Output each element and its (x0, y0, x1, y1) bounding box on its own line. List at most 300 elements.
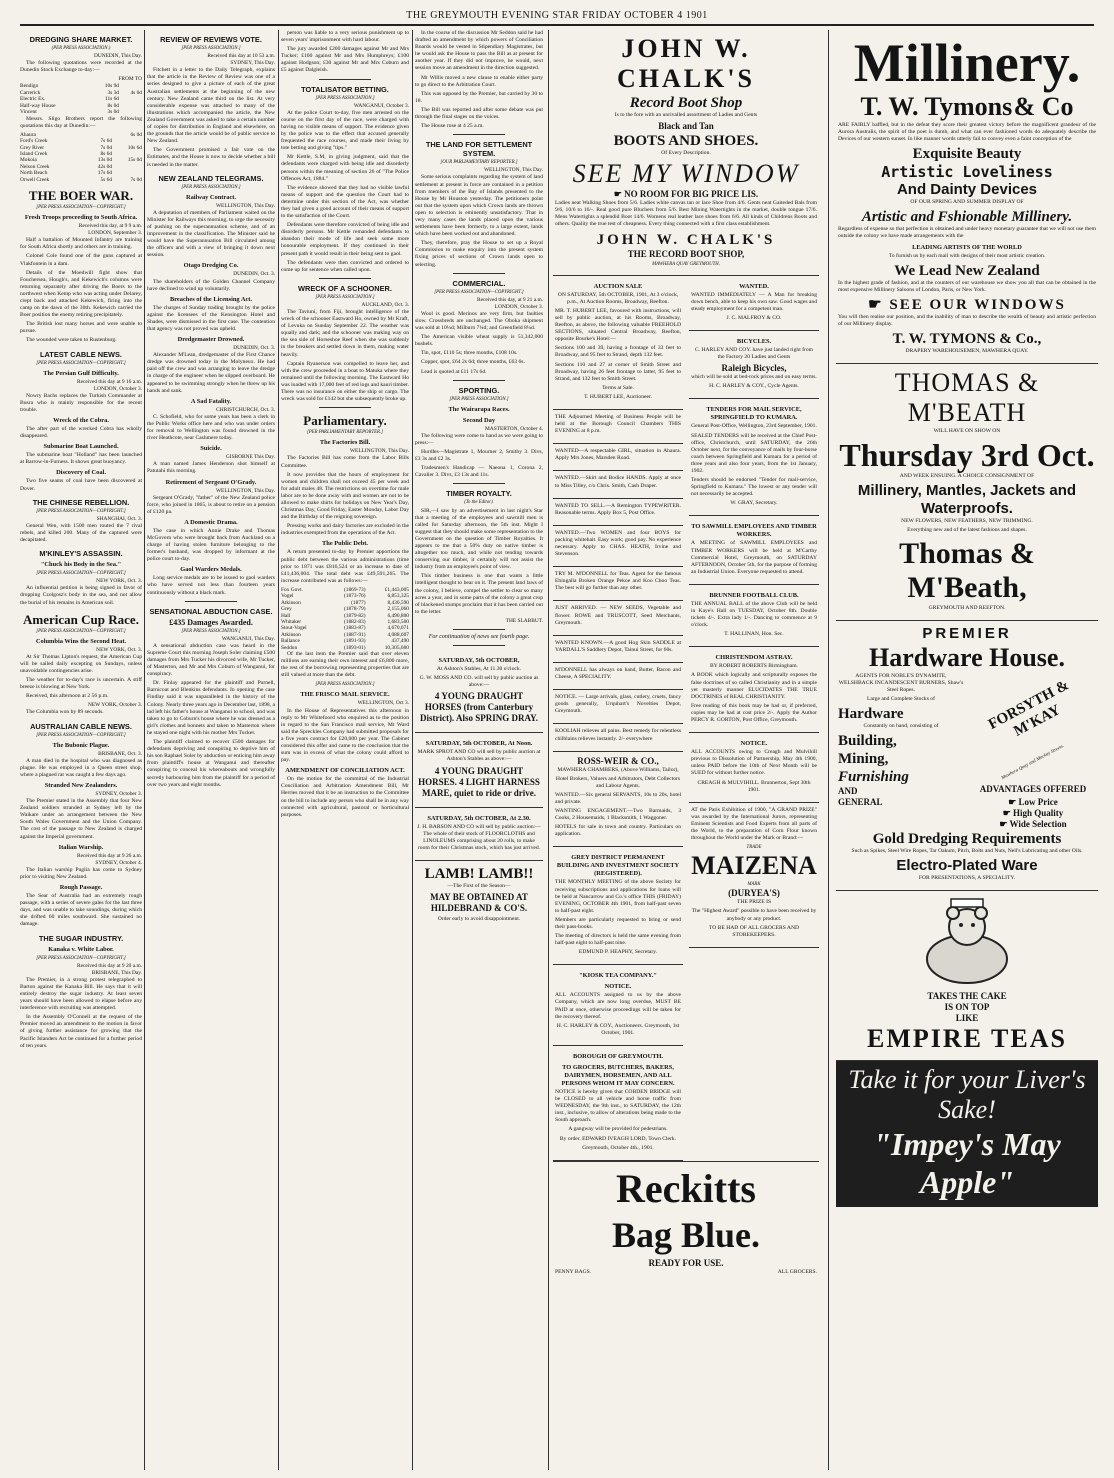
paragraph: WILL HAVE ON SHOW ON (933, 428, 1001, 435)
mark-label: MARK (747, 882, 761, 888)
paragraph: ARE FAIRLY baffled, but in the defeat they score their greatest victory before the magnificent grandeur of the Aurora Australis, the spirit of the poet is dumb, and what can ever fashioned words do adequately describe the Devices of our western sunset. In like manner words utterly fail to convey even a faint conception of the (838, 122, 1096, 143)
paragraph: The Bill was reported and after some debate was put through the final stages on the voices. (415, 106, 543, 121)
paragraph: You will then realise our position, and the inability of man to describe the wealth of beauty and artistic perfection of our Millinery display. (838, 313, 1096, 327)
paragraph: Fitchett in a letter to the Daily Telegraph, explains that the article in the Review of Review was one of a series designed to give a picture of each of the great Australian settlements at the beginning of the new century. New Zealand came third on the list. At very considerable expense was attached to many of the illustrations which accompanied the article, the New Zealand Government was asked to take a certain number of copies for distribution in England and elsewhere, on the grounds that the article would be of public service to New Zealand. (147, 67, 275, 145)
wanted-title: WANTED. (739, 282, 769, 290)
paragraph: Details of the Moedwill fight show that Fouchersea, Hough's, and Kekewich's columns were returning separately after driving the Boers to the northwest when Kemp who was acting under Delarey, crept back and attacked Kekewich, firing into the camp on the dawn of the 30th. Kekewich carried the Boer position the enemy retiring precipitately. (20, 269, 142, 319)
paragraph: In the House of Representatives this afternoon in reply to Mr Whitefoord who enquired as to the position in regard to the San Francisco mail service, Mr Ward said the Spreckles Company had submitted proposals for a five years contract for £20,000 per year. The Cabinet considered this offer and came to the conclusion that the sum was in excess of what the colony could afford to pay. (281, 707, 409, 764)
auction-barson (415, 808, 543, 861)
empire-teas-ad (836, 891, 1098, 1061)
credit-line: [PER PRESS ASSOCIATION.] (315, 95, 375, 101)
paragraph: NEW FLOWERS, NEW FEATHERS, NEW TRIMMING. (901, 518, 1033, 525)
paragraph: The "Highest Award" possible to have been received by anybody or any product. (691, 908, 817, 922)
tm-name: Thomas & M'Beath, (899, 536, 1035, 604)
tender-title: TENDERS FOR MAIL SERVICE, SPRINGFIELD TO KUMARA. (706, 406, 802, 422)
subheading: Italian Warship. (58, 843, 104, 851)
paragraph: Hurdles—Magistrate 1, Mourner 2, Smithy 3. Divs, £3 3s and £2 3s. (415, 449, 543, 463)
small-ad (553, 601, 683, 635)
table-cell: Ballance (281, 638, 300, 645)
adv-high-quality (970, 808, 1096, 819)
paragraph: Tradesmen's Handicap — Naeona 1, Corona 2, Cavalier 3. Divs, £3 13s and 11s. (415, 465, 543, 479)
paragraph: The shareholders of the Golden Channel Company have declined to wind up voluntarily. (147, 278, 275, 292)
paragraph: J. C. MALFROY & CO. (726, 314, 782, 321)
millinery-ad (836, 30, 1098, 364)
table-cell: 10,305,600 (384, 644, 409, 651)
paragraph: BY ROBERT ROBERTS Birmingham. (710, 663, 798, 670)
table-cell: 13s 0d (97, 157, 113, 164)
table-cell: 6,853,325 (387, 593, 409, 600)
paragraph: The Italian warship Puglia has come to Sydney prior to visiting New Zealand. (20, 866, 142, 880)
ads-left (553, 276, 683, 1161)
paragraph: It now provides that the hours of employment for women and children shall not exceed 45 per week and for adult males 48. The restrictions on overtime for male labor are to be done away with and women are not to be allowed to make shirts for holidays on New Year's Day, Christmas Day, Good Friday, Easter Monday, Labor Day and the Birthday of the reigning sovereign. (281, 471, 409, 521)
hardware-word: Hardware (838, 705, 904, 722)
paragraph: HOTELS for sale in town and country. Particulars on application. (555, 824, 681, 838)
lamb-ad (415, 861, 543, 931)
paragraph: THE PRIZE IS (736, 899, 772, 906)
fashionable-millinery: Artistic and Fshionable Millinery. (861, 209, 1073, 226)
maizena-subtitle: (DURYEA'S) (728, 888, 780, 899)
dateline: Received this day, at 9 9 a.m. (78, 223, 142, 230)
table-cell: Atkinson (281, 599, 301, 606)
dateline: WELLINGTON, This Day. (215, 487, 275, 494)
credit-line: [PER PRESS ASSOCIATION—COPYRIGHT.] (36, 360, 126, 366)
paragraph: The following were come to hand as we were going to press:— (415, 432, 543, 446)
subheading: The Factories Bill. (319, 439, 371, 447)
table-cell: 2,155,060 (387, 606, 409, 613)
subheading: Submarine Boat Launched. (43, 443, 119, 451)
table-cell: 4s 0d (130, 89, 142, 96)
section-title: THE LAND FOR SETTLEMENT SYSTEM. (425, 140, 533, 159)
credit-line: [PER PRESS ASSOCIATION.] (181, 184, 241, 190)
dateline: SYDNEY, October 4. (95, 859, 142, 866)
paragraph: Tin, spot, £110 5s; three months, £108 10s. (421, 350, 518, 357)
table-cell: Whitaker (281, 618, 302, 625)
table-cell: (1887-91) (343, 631, 366, 638)
paragraph: Alexander M'Lean, dredgemaster of the First Chance dredge was drowned today in the Molyneux. He had paid off the crew and was arranging to leave the dredge in charge of the engineer when he slipped overboard. He appeared to be swimming strongly when he threw up his hands and sank. (147, 352, 275, 394)
paragraph: A deputation of members of Parliament waited on the Minister for Railways this morning, to urge the necessity of pushing on the superannuation scheme, and of an improvement in the classification. The Minister said he would have the Superannuation Bill circulated among the officers and with a view of bringing it down next session. (147, 209, 275, 259)
small-ad (553, 724, 683, 751)
signature: H. C. HARLEY & COY., Cycle Agents. (709, 383, 799, 390)
signature: EDMUND P. HEAPHY, Secretary. (578, 949, 658, 956)
paragraph: At the police Court to-day, five men arrested on the course on the first day of the race, were charged with having no visible means of support. The evidence given by the police was to the effect that accused generally frequented the race courses, and made their living by tote betting and giving "tips." (281, 109, 409, 152)
section-title: WRECK OF A SCHOONER. (298, 283, 392, 293)
credit-line: [PER PRESS ASSOCIATION—COPYRIGHT.] (36, 571, 126, 577)
signature: THE SLABBUT. (505, 617, 543, 624)
auction-title: AUCTION SALE (593, 282, 643, 290)
paragraph: Regardless of expense so that perfection is obtained and under heavy monetary guarantee that we will not use them outside the colony we have made arrangements with the (838, 226, 1096, 240)
paragraph: Members are particularly requested to bring or send their pass-books. (555, 916, 681, 930)
table-cell: 8s 0d (107, 102, 119, 109)
pointing-hand-icon: ☛ (999, 818, 1008, 829)
paragraph: MARK SPROT AND CO will sell by public auction at Ashton's Stables as above:— (417, 749, 541, 763)
paragraph: ON SATURDAY, 5th OCTOBER, 1901, At 3 o'clock, p.m., At Auction Rooms, Broadway, Reefton. (557, 291, 679, 305)
table-cell: 3s 3d (107, 89, 119, 96)
chalk-address: MAWHERA QUAY GREYMOUTH. (652, 261, 720, 267)
paragraph: GREYMOUTH AND REEFTON. (928, 604, 1006, 611)
christendom-title: CHRISTENDOM ASTRAY. (715, 654, 793, 662)
paragraph: DRAPERY WAREHOUSEMEN, MAWHERA QUAY. (905, 348, 1029, 355)
electro-plated: Electro-Plated Ware (896, 856, 1038, 874)
table-cell: (1873-76) (343, 593, 366, 600)
signature: CREAGH & MULVIHILL. Brunnerton, Sept 30th 1901. (697, 779, 811, 793)
liver-slogan: Take it for your Liver's Sake! (848, 1064, 1086, 1124)
premier-title: PREMIER (922, 624, 1012, 642)
paragraph: Terms at Sale. (602, 384, 634, 391)
paragraph: Tenders should be endorsed "Tender for mail-service, Springfield to Kumara." The lowest or any tender will not necessarily be accepted. (691, 477, 817, 498)
paragraph: On the motion for the committal of the Industrial Conciliation and Arbitration Amendment Bill, Mr Herries moved that it be an instruction to the Committee on the bill to include any person who shall be in any way connected with agricultural, pastoral or horticultural purposes. (281, 776, 409, 818)
small-ad (553, 526, 683, 567)
paragraph: Of Every Description. (661, 150, 711, 157)
table-cell: (1882-83) (343, 618, 366, 625)
small-ad-text: M'DONNELL has always on hand, Butter, Bacon and Cheese, A SPECIALITY. (555, 666, 681, 681)
chalk-line: Black and Tan (658, 121, 714, 132)
small-ad (553, 663, 683, 690)
pointing-hand-icon: ☛ (613, 189, 622, 200)
dateline: DUNEDIN, This Day. (93, 53, 142, 60)
chalk-headline: BOOTS AND SHOES. (613, 133, 759, 150)
paragraph: Messrs. Sligo Brothers report the following quotations this day at Dunedin:— (20, 115, 142, 129)
paragraph: Wool is good. Merinos are very firm, but faulties slow. Crossbreds are unchanged. The Oboka shipment was sold at 10¼d; Milburn 7¼d; and Greenfield 8¼d. (415, 310, 543, 332)
paragraph: The plaintiff claimed to recover £500 damages for defendants depriving and conspiring to deprive him of his son Raphael Soler by abduction or enticing him away from plaintiff's house at Wanganui and thereafter conspiring to conceal his whereabouts and wrongfully secretly harbouring him from the plaintiff for a period of over two years and eight months. (147, 739, 275, 788)
table-cell: 11s 6d (104, 96, 119, 103)
forsyth-address: Mawhera Quay and Mackay Streets. (1000, 743, 1066, 781)
table-cell: Island Creek (20, 150, 48, 157)
signature: H. C. HARLEY & COY., Auctioneers. Greymouth, 1st October, 1901. (556, 1022, 680, 1036)
share-table-2 (20, 132, 142, 183)
dateline: MASTERTON, October 4. (485, 425, 543, 432)
table-cell: Mokoia (20, 157, 37, 164)
small-ad (553, 567, 683, 601)
adv-wide-selection (970, 819, 1096, 830)
column-5-ads (553, 30, 819, 1470)
table-cell: 1,683,500 (387, 618, 409, 625)
artistic-loveliness: Artistic Loveliness (881, 163, 1053, 182)
table-cell: Grey (281, 606, 292, 613)
pointing-hand-icon: ☛ (868, 296, 884, 313)
boer-war-title: THE BOER WAR. (28, 187, 134, 203)
paragraph: Dr. Finlay appeared for the plaintiff and Purnell, Barnicoat and Blenkins defendants. In opening the case Findlay said it was unparalleled in the history of the Colony. Nearly three years ago in December last, 1898, a lad left his father's house at Wanganui to school, and was taken to go to Coburn's house where he was dressed as a girl's clothes and bonnets and taken to Masterton where he stayed one night with his mother Mrs Tucker. (147, 680, 275, 736)
reckitts-footer (555, 1269, 817, 1276)
credit-line: [PER PARLIAMENTARY REPORTER.] (306, 430, 384, 436)
paragraph: Half a battalion of Mounted Infantry are training for South Africa shortly and others are in training. (20, 237, 142, 251)
subheading: Stranded New Zealanders. (44, 782, 118, 789)
signature: T. HALLINAN, Hon. Sec. (724, 631, 784, 638)
paragraph: TO BE HAD OF ALL GROCERS AND STOREKEEPERS. (708, 924, 800, 938)
pointing-hand-icon: ☛ (1002, 807, 1011, 818)
subheading: The Public Debt. (322, 540, 368, 548)
subheading: £435 Damages Awarded. (169, 617, 253, 627)
ross-title: ROSS-WEIR & CO., (577, 755, 659, 766)
paragraph: The case in which Annie Drake and Thomas McGovern who were brought back from Auckland on a charge of having stolen furniture belonging to the former's husband, was dropped by informant at the police court to-day. (147, 527, 275, 563)
thomas-mbeath-ad (836, 364, 1098, 620)
table-cell: 4,088,607 (387, 631, 409, 638)
impeys-name: "Impey's May Apple" (873, 1125, 1061, 1200)
paragraph: J. H. BARSON AND CO will sell by public auction:—The whole of their stock of FLOORCLOTHS and LINOLEUMS comprising about 20 rolls, to make room for their Christmas stock, which has just arrived. (417, 823, 541, 851)
paragraph: At Sir Thomas Lipton's request, the American Cup will be sailed daily excepting on Sundays, unless unavoidable contingencies arise. (20, 653, 142, 674)
dateline: SYDNEY, October 3. (95, 791, 142, 797)
dateline: DUNEDIN, Oct. 3. (233, 345, 275, 352)
paragraph: SIR,—I saw by an advertisement in last night's Star that a meeting of the employees and sawmill men is called for Saturday afternoon, the 5th inst. Might I suggest that they should make some representation to the Government on the question of Timber Royalties. It appears to me that a 50% duty on native timber is altogether too much, and while not tending towards conserving our timber, it certainly will not assist the industry from an employee's point of view. (415, 507, 543, 571)
paragraph: Lead is quoted at £11 17s 6d. (421, 368, 487, 375)
paragraph: In the Assembly O'Connell at the request of the Premier moved an amendment to the motion in favor of giving further assistance for growing that the Pacific Islanders Act be continued for a further period of ten years. (20, 1014, 142, 1049)
paragraph: FOR PRESENTATIONS, A SPECIALITY. (918, 874, 1016, 881)
borough-ad (553, 1046, 683, 1161)
tymons-sign: T. W. TYMONS & Co., (892, 331, 1042, 348)
takes-the-cake: TAKES THE CAKE (927, 990, 1007, 1001)
paragraph: An influential petition is being signed in favor of dropping Czolgosz's body in the sea, and not allow the burial of his remains in American soil. (20, 585, 142, 606)
paragraph: Order early to avoid disappointment. (437, 916, 521, 923)
table-cell: 5s 6d (100, 176, 113, 183)
small-ad (553, 471, 683, 498)
dateline: Received this day at 10 53 a.m. (207, 53, 275, 60)
credit-line: [PER PRESS ASSOCIATION.] (315, 294, 375, 300)
impeys-ad (836, 1061, 1098, 1207)
section-title: American Cup Race. (23, 611, 139, 627)
column-2 (147, 30, 275, 1470)
paragraph: A return presented to-day by Premier apportions the public debt between the various administrations (time prior to 1871 was £816,524 or an increase to date of £41,436,004. The total debt was £49,591,265. The increase contributed was as follows:— (281, 549, 409, 584)
forsyth-body (838, 673, 1096, 830)
ross-weir-ad (553, 752, 683, 848)
paragraph: Is to the fore with an unrivalled assortment of Ladies and Gents (614, 112, 758, 118)
paragraph: Mr Kettle, S.M, in giving judgment, said that the defendants were charged with being idle and disorderly persons within the meaning of section 26 of "The Police Offences Act, 1884." (281, 154, 409, 182)
paragraph: Such as Spikes, Steel Wire Ropes, Tar Oakum, Pitch, Bolts and Nuts, Nell's Lubricating and other Oils. (851, 847, 1083, 854)
gold-dredging: Gold Dredging Requirements (872, 830, 1062, 847)
dateline: WELLINGTON, This Day. (349, 448, 409, 455)
paragraph: Colonel Cole found one of the guns captured at Vlakfontein in a dam. (20, 253, 142, 267)
dateline: DUNEDIN, Oct. 3. (233, 271, 275, 278)
paragraph: Everything new and of the latest fashions and shapes. (907, 527, 1027, 534)
table-cell: Fox Govt. (281, 586, 303, 593)
dateline: WELLINGTON, This Day. (483, 167, 543, 174)
like-word: LIKE (955, 1012, 979, 1023)
dateline: SYDNEY, This Day. (230, 60, 275, 67)
paragraph: A BOOK which logically and scripturally exposes the false doctrines of so called Christianity and in a simple yet masterly manner ELUCIDATES THE TRUE DOCTRINES of REAL CHRISTIANITY. (691, 672, 817, 700)
exquisite-beauty: Exquisite Beauty (912, 146, 1022, 163)
dateline: Received this day at 9 16 a.m. (77, 378, 142, 385)
dateline: WELLINGTON, This Day. (215, 202, 275, 209)
small-ad (553, 499, 683, 526)
adv-low-price (970, 797, 1096, 808)
table-cell: 4,670,071 (387, 625, 409, 632)
paragraph: AT the Paris Exhibition of 1900, "A GRAND PRIZE" was awarded by the International Jurors, representing Eminent Scientists and Food Experts from all parts of the World, to the preparation of Corn Flour known throughout the World under the Mark or Brand:— (691, 806, 817, 842)
subheading: Discovery of Coal. (56, 469, 106, 477)
table-cell: 10s 6d (127, 144, 142, 151)
reckitts-name: Reckitts (616, 1165, 756, 1211)
paragraph: THE ANNUAL BALL of the above Club will be held in Kaye's Hall on TUESDAY, October 8th. Double tickets 4/-. Extra lady 1/-. Dancing to commence at 9 o'clock. (691, 600, 817, 629)
chalk-shop: THE RECORD BOOT SHOP, (627, 248, 745, 259)
christendom-ad (689, 647, 819, 733)
bag-blue: Bag Blue. (611, 1214, 761, 1255)
credit-line: [PER PRESS ASSOCIATION—COPYRIGHT.] (36, 628, 126, 634)
dainty-devices: And Dainty Devices (896, 181, 1038, 199)
paragraph: At Ashton's Stables, At 11.30 o'clock. (436, 666, 522, 673)
column-1 (20, 30, 142, 1470)
forsyth-right (970, 673, 1096, 830)
paragraph: Constantly on hand, consisting of (863, 722, 939, 729)
section-title: Parliamentary. (303, 413, 387, 429)
paragraph: This timber business is one that wants a little intelligent thought to bear on it. The present land laws of the colony, I believe, compel the settler to clear so many acres a year, and in some parts of the colony a great crop of blackened stumps proclaim that it has been carried out to the letter. (415, 573, 543, 615)
society-title: GREY DISTRICT PERMANENT BUILDING AND INVESTMENT SOCIETY (REGISTERED). (556, 854, 680, 878)
signature: W. GRAY, Secretary. (730, 500, 778, 507)
paragraph: The wounded were taken to Rustenburg. (26, 337, 117, 344)
paragraph: Copper, spot, £64 2s 6d; three months, £63 6s. (421, 359, 525, 366)
table-cell: Atkinson (281, 631, 301, 638)
tm-goods: Millinery, Mantles, Jackets and Waterproofs. (857, 482, 1077, 518)
paragraph: The Columbia won by 89 seconds. (26, 709, 104, 716)
table-cell: 7s 0d (100, 144, 113, 151)
borough-subtitle: TO GROCERS, BUTCHERS, BAKERS, DAIRYMEN, HORSEMEN, AND ALL PERSONS WHOM IT MAY CONCERN. (561, 1063, 675, 1087)
ads-right (689, 276, 819, 1161)
subheading: Kanaka v. White Labor. (48, 945, 114, 953)
notice-title: NOTICE. (740, 740, 768, 748)
subheading: THE FRISCO MAIL SERVICE. (300, 691, 390, 699)
reckitts-ad (553, 1161, 819, 1282)
paragraph: A man died in the hospital who was diagnosed as plague. He was employed in a Queen street shop, where a plagued rat was caught a few days ago. (20, 757, 142, 778)
paragraph: —The First of the Season— (447, 882, 511, 889)
maizena-name: MAIZENA (691, 851, 817, 881)
paragraph: Ladies neat Walking Shoes from 5/6. Ladies white canvas tan or lace Shoe from 4/6. Gents neat Gaiteded Bals from 9/6, 10/6 to 16/-. Real good pure Bluchers from 5/6. Best Mining Watertights in the market, double tongue 17/6. Mens Watertights a splendid Boot 14/6. Womens real leather lace shoes from 6/6. All kinds of Childrens Boots and others. Quality the true test of cheapness. Every thing connected with a first class establishment. (555, 200, 817, 228)
paragraph: OF OUR SPRING AND SUMMER DISPLAY OF (910, 199, 1024, 206)
subheading: Columbia Wins the Second Heat. (35, 637, 127, 645)
forsyth-left (838, 673, 964, 830)
paragraph: Sections 110 and 27 at corner of Smith Street and Broadway, having 26 feet frontage to latter, 95 feet to Strand, and 132 feet to Smith Street. (555, 361, 681, 382)
mining-word: Mining, (838, 751, 889, 768)
paragraph: MAWHERA CHAMBERS, (Above Williams, Tailor), (557, 766, 679, 773)
section-title: TIMBER ROYALTY. (446, 489, 512, 499)
table-cell: (1893-01) (343, 644, 366, 651)
ads-grid (553, 276, 819, 1161)
sawmill-ad (689, 516, 819, 584)
section-title: SENSATIONAL ABDUCTION CASE. (149, 606, 273, 616)
paragraph: Large and Complete Stocks of (867, 695, 935, 702)
paragraph: General Wen, with 1500 men routed the 7 rival rebels, and killed 200. Many of the captured were decapitated. (20, 522, 142, 544)
table-cell: Hall (281, 612, 291, 619)
subheading: Suicide. (200, 445, 222, 453)
paragraph: This was opposed by the Premier, but carried by 30 to 18. (415, 90, 543, 104)
paragraph: The Premier, in a strong protest telegraphed to Barton against the Kanaka Bill. He says that it will entirely destroy the sugar industry. At least seven years should have been allowed to elapse before any interference with recruiting was attempted. (20, 976, 142, 1012)
all-grocers: ALL GROCERS. (777, 1268, 817, 1275)
paragraph: THE MONTHLY MEETING of the above Society for receiving subscriptions and applications for loans will be held at Nancarrow and Co.'s office THIS (FRIDAY) EVENING, OCTOBER 4th 1901, from half-past seven to half-past eight. (555, 879, 681, 914)
table-cell: 6s 0d (130, 131, 142, 138)
table-row (20, 177, 142, 183)
column-6-ads (836, 30, 1098, 1470)
paragraph: The British lost many horses and were unable to pursue. (20, 321, 142, 335)
paragraph: Two five seams of coal have been discovered at Dover. (20, 478, 142, 492)
paragraph: Nowry Bachs replaces the Turkish Commander at Busra who is mainly responsible for the recent trouble. (20, 392, 142, 413)
we-lead-nz: We Lead New Zealand (894, 262, 1040, 279)
paragraph: The meeting of directors is held the same evening from half-past eight to half-past nine. (555, 933, 681, 947)
small-ad (553, 410, 683, 444)
credit-line: [PER PRESS ASSOCIATION.] (181, 628, 241, 634)
section-title: COMMERCIAL. (452, 278, 506, 288)
table-cell: 10s 9d (104, 83, 119, 90)
paragraph: Pressing works and dairy factories are excluded in the industries exempted from the operations of the Act. (281, 523, 409, 537)
small-ad-text: WANTED.—Two WOMEN and four BOYS for packing whitebait. Easy work; good pay. No experience necessary. Apply to CHAS. HEATH, Irvine and Stevenson. (555, 529, 681, 558)
subheading: Rough Passage. (59, 884, 103, 892)
brunner-title: BRUNNER FOOTBALL CLUB. (709, 591, 799, 599)
dateline: NEW YORK, October 3. (87, 702, 142, 709)
paragraph: Mr Willis moved a new clause to enable either party to go direct to the Arbitration Court. (415, 74, 543, 88)
paragraph: The jury awarded £200 damages against Mr and Mrs Tucker; £100 against Mr and Mrs Humphreys; £100 against Hodgson; £30 against Mr and Mrs Coburn and £5 against Dalgleish. (281, 46, 409, 74)
dateline: BRISBANE, Oct. 3. (98, 750, 142, 757)
column-3 (281, 30, 409, 1470)
paragraph: ADVANTAGES OFFERED (979, 783, 1087, 794)
small-ad-text: WANTED TO SELL.—A Remington TYPEWRITER. Reasonable terms. Apply Box 5, Post Office. (555, 502, 681, 516)
kiosk-ad (553, 965, 683, 1046)
table-cell: Grey River (20, 144, 45, 151)
auction-moss (415, 650, 543, 733)
section-title: NEW ZEALAND TELEGRAMS. (158, 173, 264, 183)
paragraph: The weather for to-day's race is uncertain. A stiff breeze is blowing at New York. (20, 677, 142, 691)
paragraph: To furnish us by each mail with designs of their most artistic creation. (888, 252, 1046, 259)
table-cell: 42s 0d (97, 163, 113, 170)
millinery-title: Millinery. (853, 33, 1081, 93)
table-cell: (1878-79) (343, 606, 366, 613)
penny-bags: PENNY BAGS. (555, 1268, 592, 1275)
tymons-name: T. W. Tymons (860, 92, 1013, 121)
small-ad-text: THE Adjourned Meeting of Business People will be held at the Borough Council Chambers THIS EVENING at 8 p.m. (555, 413, 681, 435)
table-cell: Half-way House (20, 102, 56, 109)
paragraph: NOTICE is hereby given that COBDEN BRIDGE will be CLOSED to all vehicle and horse traffic from WEDNESDAY, the 9th inst., to SATURDAY, the 12th inst., inclusive, to allow of alterations being made to the South approach. (555, 1088, 681, 1124)
tender-ad (689, 399, 819, 516)
maizena-ad (689, 803, 819, 948)
credit-line: (PER PRESS ASSOCIATION.) (51, 46, 111, 51)
table-cell: Electric Ex. (20, 96, 46, 103)
tm-day: Thursday 3rd Oct. (839, 437, 1095, 474)
table-cell: Vogel (281, 593, 294, 600)
paragraph: The evidence showed that they had no visible lawful means of support and the question the Court had to determine under this section of the Act, was whether they had given a good account of their means of support to the satisfaction of the Court. (281, 184, 409, 220)
credit-line: [OUR PARLIAMENTARY REPORTER.] (440, 160, 518, 166)
auction-title: SATURDAY, 5th OCTOBER, At 2.30. (427, 814, 531, 822)
small-ad (553, 690, 683, 724)
notice-label: NOTICE. (604, 983, 632, 991)
dateline: AUCKLAND, Oct. 3. (361, 301, 409, 308)
subheading: AMENDMENT OF CONCILIATION ACT. (285, 767, 405, 775)
and-word: AND (838, 786, 858, 797)
lamb-title: LAMB! LAMB!! (424, 865, 534, 882)
credit-line: [PER PRESS ASSOCIATION—COPYRIGHT.] (36, 204, 126, 210)
table-cell: 7s 6d (100, 138, 113, 145)
dateline: LONDON, October 3. (93, 385, 142, 392)
dateline: LONDON, September 3. (88, 230, 142, 237)
dateline: Received this day at 9 26 a.m. (77, 852, 142, 859)
table-cell: £1,443,005 (384, 586, 409, 593)
section-title: LATEST CABLE NEWS. (40, 349, 122, 359)
paragraph: Free reading of this book may be had or, if preferred, copies may be had at cost price 2/-. Apply the Author PERCY R. GORTON, Post Office, Greymouth. (691, 702, 817, 724)
bear-illustration (907, 895, 1027, 991)
pointing-hand-icon: ☛ (1008, 796, 1017, 807)
paragraph: A man named James Henderson shot himself at Patutahi this morning. (147, 461, 275, 475)
see-windows: SEE OUR WINDOWS (889, 296, 1066, 313)
table-cell: Ahaura (20, 131, 36, 138)
paragraph: The Sear of Australia had an extremely rough passage, with a series of severe gales for the last three days, and was unable to take soundings, during which she drifted 60 miles southward. She sustained no damage. (20, 893, 142, 928)
signature: By order. EDWARD IVEAGH LORD, Town Clerk. (559, 1135, 677, 1142)
paragraph: ALL ACCOUNTS owing to Creagh and Mulvihill previous to Dissolution of Partnership, May 4th 1900, unless PAID before the 10th of Next Month will be SUED for without further notice. (691, 749, 817, 777)
subheading: Dredgemaster Drowned. (177, 336, 245, 344)
paragraph: Sections 100 and 39, having a frontage of 33 feet to Broadway, and 95 feet to Strand, depth 132 feet. (555, 345, 681, 359)
paragraph: They, therefore, pray the House to set up a Royal Commission to make enquiry into the present system fixing prices of sections of Crown lands open to selecting. (415, 240, 543, 268)
subheading: A Domestic Drama. (184, 518, 238, 526)
building-society-ad (553, 847, 683, 965)
paragraph: WANTING ENGAGEMENT.—Two Barmaids, 3 Cooks, 2 Housemaids, 1 Blacksmith, 1 Waggoner. (555, 808, 681, 822)
auction-lee (553, 276, 683, 410)
subheading: Railway Contract. (185, 193, 237, 201)
borough-title: BOROUGH OF GREYMOUTH. (572, 1052, 664, 1060)
dateline: Received this day, at 9 21 a.m. (477, 296, 543, 303)
credit-line: [PER PRESS ASSOCIATION.] (449, 396, 509, 402)
credit-line: [PER PRESS ASSOCIATION—COPYRIGHT.] (36, 955, 126, 961)
price-label: NO ROOM FOR BIG PRICE LIS. (624, 189, 759, 200)
